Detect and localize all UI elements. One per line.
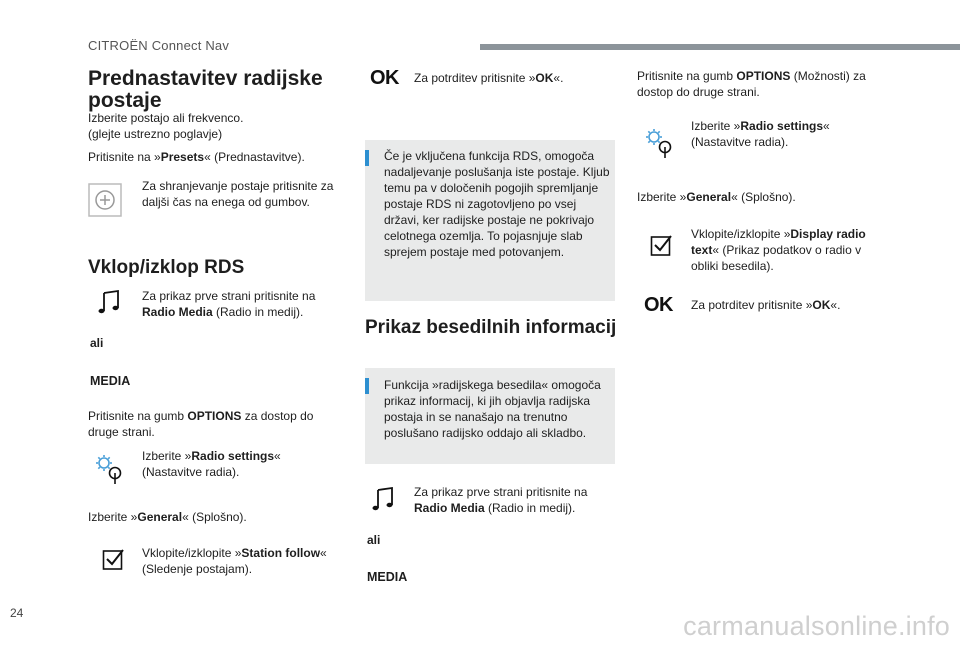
info-box-radio-text xyxy=(365,368,615,464)
confirm-ok-text: Za potrditev pritisnite »OK«. xyxy=(691,298,841,312)
or-label: ali xyxy=(90,336,104,350)
radio-media-label: Radio Media xyxy=(142,305,213,319)
station-follow-label: Station follow xyxy=(241,546,321,560)
info-text-radio-text: Funkcija »radijskega besedila« omogoča prikaz informacij, ki jih objavlja radijska postaja in se nanašajo na trenutno poslušano radijsko oddajo ali skladbo. xyxy=(384,378,601,440)
music-note-icon xyxy=(97,289,123,315)
ok-icon: OK xyxy=(370,67,399,89)
options-instruction: Pritisnite na gumb OPTIONS za dostop do druge strani. xyxy=(88,409,314,439)
section-title-rds: Vklop/izklop RDS xyxy=(88,257,245,278)
page-number: 24 xyxy=(10,606,24,620)
intro-line: (glejte ustrezno poglavje) xyxy=(88,127,223,141)
station-follow-text: Vklopite/izklopite »Station follow« (Sledenje postajam). xyxy=(142,546,327,576)
confirm-ok-text: Za potrditev pritisnite »OK«. xyxy=(414,71,564,85)
add-preset-icon xyxy=(88,183,122,217)
radio-settings-text: Izberite »Radio settings« (Nastavitve radia). xyxy=(142,449,281,479)
options-label: OPTIONS xyxy=(736,69,791,83)
display-radio-text-label: Display radio xyxy=(790,227,866,241)
section-title-line: Prednastavitev radijske xyxy=(88,67,323,90)
general-instruction: Izberite »General« (Splošno). xyxy=(88,510,247,524)
options-instruction: Pritisnite na gumb OPTIONS (Možnosti) za dostop do druge strani. xyxy=(637,69,866,99)
preset-hold-text: Za shranjevanje postaje pritisnite za daljši čas na enega od gumbov. xyxy=(142,179,334,209)
info-icon xyxy=(365,150,369,166)
general-instruction: Izberite »General« (Splošno). xyxy=(637,190,796,204)
radio-settings-label: Radio settings xyxy=(191,449,275,463)
info-text-rds: Če je vključena funkcija RDS, omogoča nadaljevanje poslušanja iste postaje. Kljub temu pa v določenih pogojih spremljanje postaje RDS ni zagotovljeno po vsej državi, ker radijske postaje ne pokrivajo celotnega ozemlja. To pojasnjuje slab sprejem postaje med potovanjem. xyxy=(384,149,610,259)
presets-label: Presets xyxy=(160,150,205,164)
checkbox-checked-icon xyxy=(102,547,126,571)
ok-label: OK xyxy=(812,298,831,312)
intro-line: Izberite postajo ali frekvenco. xyxy=(88,111,244,125)
checkbox-checked-icon xyxy=(650,233,674,257)
ok-icon: OK xyxy=(644,294,673,316)
radio-media-text: Za prikaz prve strani pritisnite na Radio Media (Radio in medij). xyxy=(414,485,588,515)
intro-text xyxy=(88,110,243,142)
ok-label: OK xyxy=(535,71,554,85)
media-button-label: MEDIA xyxy=(90,374,131,388)
music-note-icon xyxy=(371,486,397,512)
watermark: carmanualsonline.info xyxy=(683,611,950,641)
display-radio-text-text: Vklopite/izklopite »Display radio text« (Prikaz podatkov o radio v obliki besedila). xyxy=(691,227,866,273)
general-label: General xyxy=(686,190,732,204)
section-title-line: postaje xyxy=(88,89,162,112)
header-title: CITROËN Connect Nav xyxy=(88,38,230,53)
settings-gear-icon xyxy=(93,451,127,485)
radio-media-text: Za prikaz prve strani pritisnite na Radio Media (Radio in medij). xyxy=(142,289,316,319)
info-box-rds xyxy=(365,140,615,301)
info-icon xyxy=(365,378,369,394)
options-label: OPTIONS xyxy=(187,409,242,423)
media-button-label: MEDIA xyxy=(367,570,408,584)
section-title-presets xyxy=(88,68,323,112)
general-label: General xyxy=(137,510,183,524)
radio-settings-text: Izberite »Radio settings« (Nastavitve radia). xyxy=(691,119,830,149)
section-title-radio-text: Prikaz besedilnih informacij xyxy=(365,317,617,338)
or-label: ali xyxy=(367,533,381,547)
presets-instruction: Pritisnite na »Presets« (Prednastavitve). xyxy=(88,150,305,164)
radio-media-label: Radio Media xyxy=(414,501,485,515)
settings-gear-icon xyxy=(643,125,677,159)
radio-settings-label: Radio settings xyxy=(740,119,824,133)
header-bar xyxy=(480,44,960,50)
